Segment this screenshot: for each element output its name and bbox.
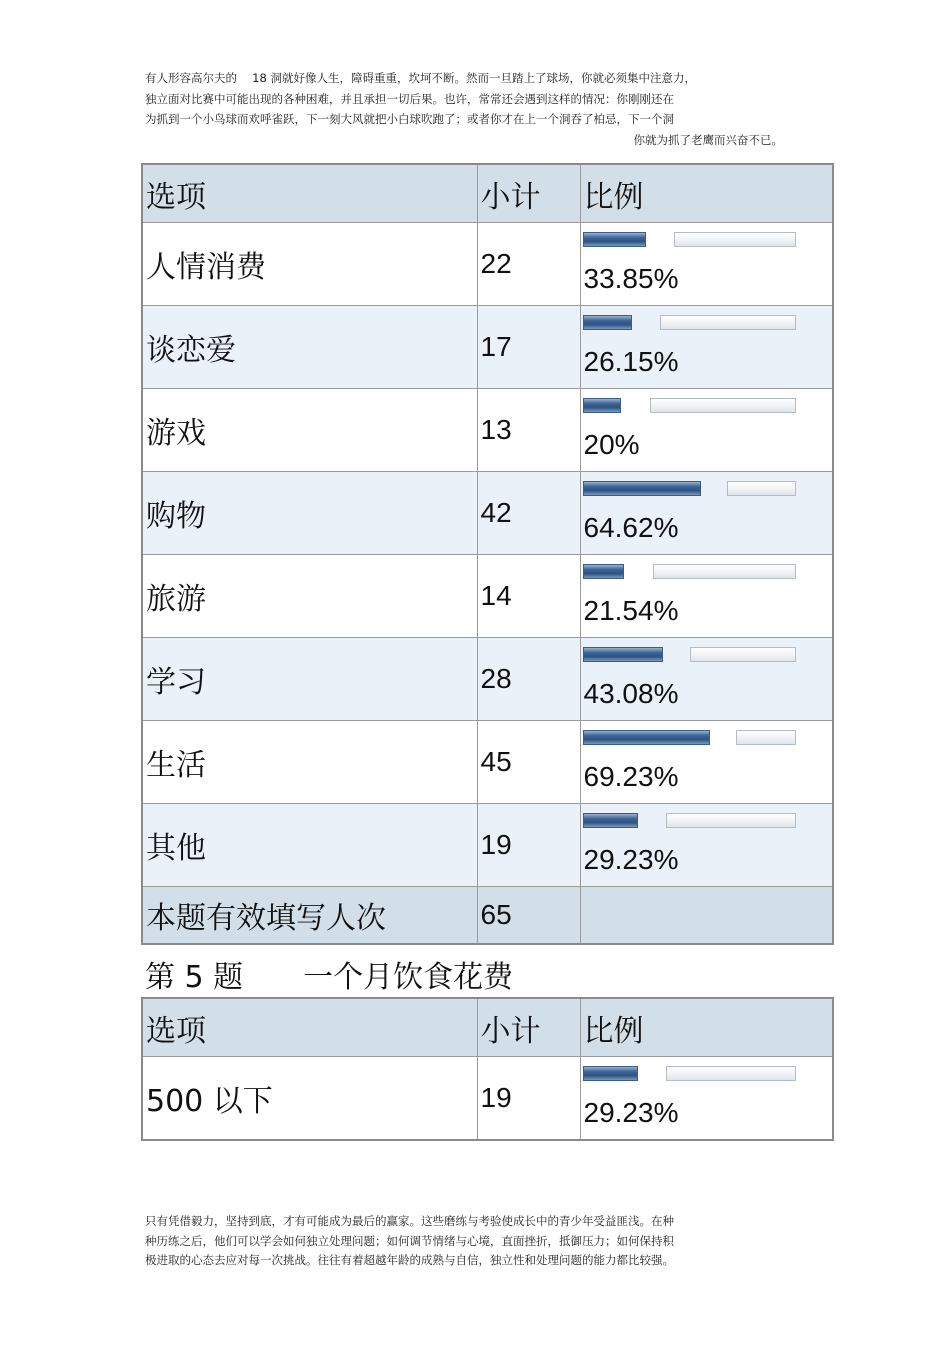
option-count: 19 <box>477 804 580 887</box>
option-count: 22 <box>477 223 580 306</box>
option-label: 500 以下 <box>142 1057 477 1141</box>
progress-bar <box>583 1066 796 1081</box>
intro-line: 为抓到一个小鸟球而欢呼雀跃，下一刻大风就把小白球吹跑了；或者你才在上一个洞吞了柏忌，下一个洞 <box>145 112 674 126</box>
percent-label: 29.23% <box>583 844 679 875</box>
ratio-cell <box>580 721 833 804</box>
table-row <box>142 223 833 306</box>
intro-paragraph <box>145 68 795 150</box>
header-ratio: 比例 <box>580 164 833 223</box>
ratio-cell <box>580 1057 833 1141</box>
option-label: 其他 <box>142 804 477 887</box>
progress-bar-fill <box>583 481 701 496</box>
question-title: 第 5 题 一个月饮食花费 <box>145 960 514 995</box>
option-count: 45 <box>477 721 580 804</box>
total-row <box>142 887 833 945</box>
progress-bar-fill <box>583 813 638 828</box>
progress-bar-fill <box>583 315 632 330</box>
ratio-cell <box>580 223 833 306</box>
total-empty-cell <box>580 887 833 945</box>
header-ratio: 比例 <box>580 998 833 1057</box>
percent-label: 26.15% <box>583 346 679 377</box>
table-row <box>142 306 833 389</box>
table-row <box>142 389 833 472</box>
percent-label: 33.85% <box>583 263 679 294</box>
option-label: 谈恋爱 <box>142 306 477 389</box>
option-label: 游戏 <box>142 389 477 472</box>
ratio-cell <box>580 306 833 389</box>
option-count: 19 <box>477 1057 580 1141</box>
ratio-cell <box>580 555 833 638</box>
outro-line: 种历练之后，他们可以学会如何独立处理问题；如何调节情绪与心境，直面挫折，抵御压力；如何保持积 <box>145 1233 674 1248</box>
intro-line: 独立面对比赛中可能出现的各种困难，并且承担一切后果。也许，常常还会遇到这样的情况：你刚刚还在 <box>145 91 674 106</box>
header-option: 选项 <box>142 998 477 1057</box>
option-label: 购物 <box>142 472 477 555</box>
ratio-cell <box>580 389 833 472</box>
table-row <box>142 1057 833 1141</box>
progress-bar-fill <box>583 398 621 413</box>
survey-table-spending <box>141 163 834 945</box>
percent-label: 20% <box>583 429 640 460</box>
progress-bar-track <box>666 1066 796 1081</box>
table-row <box>142 804 833 887</box>
progress-bar-fill <box>583 232 646 247</box>
table-row <box>142 555 833 638</box>
progress-bar-fill <box>583 647 663 662</box>
progress-bar-fill <box>583 1066 638 1081</box>
percent-label: 64.62% <box>583 512 679 543</box>
progress-bar-fill <box>583 564 624 579</box>
outro-paragraph <box>145 1212 765 1271</box>
ratio-cell <box>580 804 833 887</box>
option-count: 28 <box>477 638 580 721</box>
option-count: 14 <box>477 555 580 638</box>
progress-bar <box>583 481 796 496</box>
header-count: 小计 <box>477 998 580 1057</box>
table-row <box>142 638 833 721</box>
option-label: 旅游 <box>142 555 477 638</box>
percent-label: 21.54% <box>583 595 679 626</box>
progress-bar-track <box>727 481 796 496</box>
header-count: 小计 <box>477 164 580 223</box>
progress-bar-track <box>666 813 796 828</box>
table-row <box>142 472 833 555</box>
table-header-row <box>142 164 833 223</box>
option-label: 生活 <box>142 721 477 804</box>
progress-bar-track <box>650 398 796 413</box>
progress-bar <box>583 564 796 579</box>
ratio-cell <box>580 638 833 721</box>
option-count: 17 <box>477 306 580 389</box>
progress-bar-track <box>736 730 796 745</box>
option-label: 人情消费 <box>142 223 477 306</box>
total-label: 本题有效填写人次 <box>142 887 477 945</box>
option-count: 13 <box>477 389 580 472</box>
progress-bar <box>583 232 796 247</box>
option-count: 42 <box>477 472 580 555</box>
percent-label: 69.23% <box>583 761 679 792</box>
header-option: 选项 <box>142 164 477 223</box>
progress-bar-track <box>653 564 796 579</box>
percent-label: 29.23% <box>583 1097 679 1128</box>
percent-label: 43.08% <box>583 678 679 709</box>
option-label: 学习 <box>142 638 477 721</box>
progress-bar-track <box>674 232 796 247</box>
progress-bar <box>583 315 796 330</box>
progress-bar <box>583 730 796 745</box>
progress-bar-track <box>690 647 796 662</box>
progress-bar-track <box>660 315 796 330</box>
ratio-cell <box>580 472 833 555</box>
total-count: 65 <box>477 887 580 945</box>
progress-bar-fill <box>583 730 710 745</box>
outro-line: 极进取的心态去应对每一次挑战。往往有着超越年龄的成熟与自信，独立性和处理问题的能力都比较强。 <box>145 1253 674 1267</box>
table-row <box>142 721 833 804</box>
progress-bar <box>583 813 796 828</box>
progress-bar <box>583 647 796 662</box>
intro-line: 你就为抓了老鹰而兴奋不已。 <box>633 132 783 147</box>
outro-line: 只有凭借毅力，坚持到底，才有可能成为最后的赢家。这些磨练与考验使成长中的青少年受益匪浅。在种 <box>145 1214 674 1228</box>
table-header-row <box>142 998 833 1057</box>
intro-line: 有人形容高尔夫的 18 洞就好像人生，障碍重重，坎坷不断。然而一旦踏上了球场，你就必须集中注意力， <box>145 71 696 85</box>
progress-bar <box>583 398 796 413</box>
survey-table-food <box>141 997 834 1141</box>
